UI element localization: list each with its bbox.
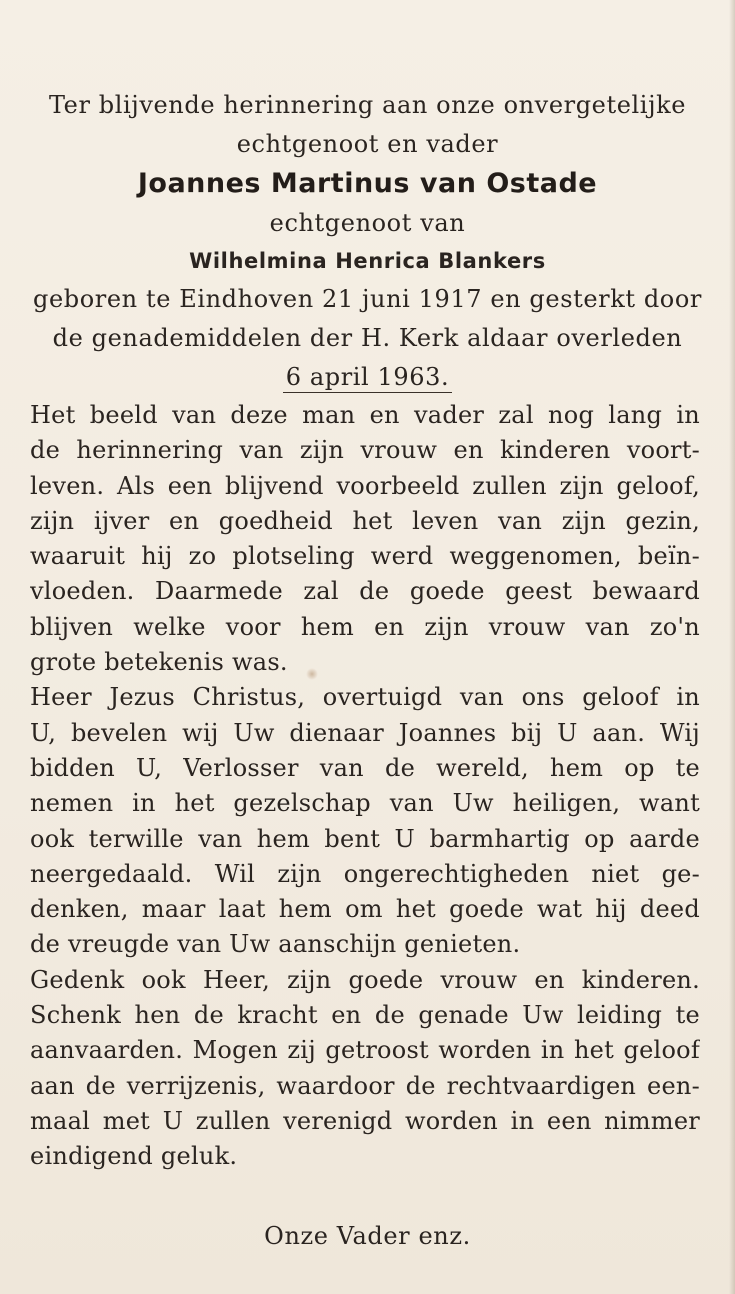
death-line: de genademiddelen der H. Kerk aldaar overleden <box>52 324 683 352</box>
text-line: zijn ijver en goedheid het leven van zijn gezin, <box>30 506 700 535</box>
text-line: neergedaald. Wil zijn ongerechtigheden niet ge- <box>30 859 700 888</box>
text-line: leven. Als een blijvend voorbeeld zullen zijn geloof, <box>30 471 700 500</box>
text-line: vloeden. Daarmede zal de goede geest bewaard <box>30 577 700 606</box>
intro-line-1: Ter blijvende herinnering aan onze onvergetelijke <box>48 91 687 119</box>
death-date-row <box>20 358 715 397</box>
text-line: maal met U zullen verenigd worden in een nimmer <box>30 1106 700 1135</box>
text-line: aan de verrijzenis, waardoor de rechtvaardigen een- <box>30 1071 700 1100</box>
text-line: Schenk hen de kracht en de genade Uw leiding te <box>30 1001 700 1030</box>
text-line: grote betekenis was. <box>30 648 288 677</box>
death-date: 6 april 1963. <box>283 362 453 393</box>
text-line: blijven welke voor hem en zijn vrouw van zo'n <box>30 612 700 641</box>
text-line: ook terwille van hem bent U barmhartig op aarde <box>30 824 700 853</box>
text-line: nemen in het gezelschap van Uw heiligen, want <box>30 789 700 818</box>
paper-stain <box>306 668 318 680</box>
text-line: Heer Jezus Christus, overtuigd van ons geloof in <box>30 683 700 712</box>
text-line: de vreugde van Uw aanschijn genieten. <box>30 930 521 959</box>
text-line: denken, maar laat hem om het goede wat hij deed <box>30 895 700 924</box>
text-line: U, bevelen wij Uw dienaar Joannes bij U aan. Wij <box>30 718 700 747</box>
card-edge-shadow <box>729 0 735 1294</box>
memorial-text <box>30 398 700 1175</box>
text-line: aanvaarden. Mogen zij getroost worden in het geloof <box>30 1036 700 1065</box>
text-line: bidden U, Verlosser van de wereld, hem op te <box>30 753 700 782</box>
text-line: waaruit hij zo plotseling werd weggenomen, beïn- <box>30 542 700 571</box>
text-line: Het beeld van deze man en vader zal nog lang in <box>30 401 700 429</box>
spouse-name: Wilhelmina Henrica Blankers <box>189 249 546 273</box>
text-line: de herinnering van zijn vrouw en kinderen voort- <box>30 436 700 465</box>
intro-line-2: echtgenoot en vader <box>236 130 499 158</box>
text-line: Gedenk ook Heer, zijn goede vrouw en kinderen. <box>30 965 700 994</box>
spouse-intro: echtgenoot van <box>269 209 466 237</box>
card-header <box>20 86 715 397</box>
closing-prayer: Onze Vader enz. <box>264 1222 471 1250</box>
birth-line: geboren te Eindhoven 21 juni 1917 en gesterkt door <box>33 285 702 313</box>
text-line: eindigend geluk. <box>30 1142 238 1171</box>
deceased-name: Joannes Martinus van Ostade <box>137 168 598 199</box>
